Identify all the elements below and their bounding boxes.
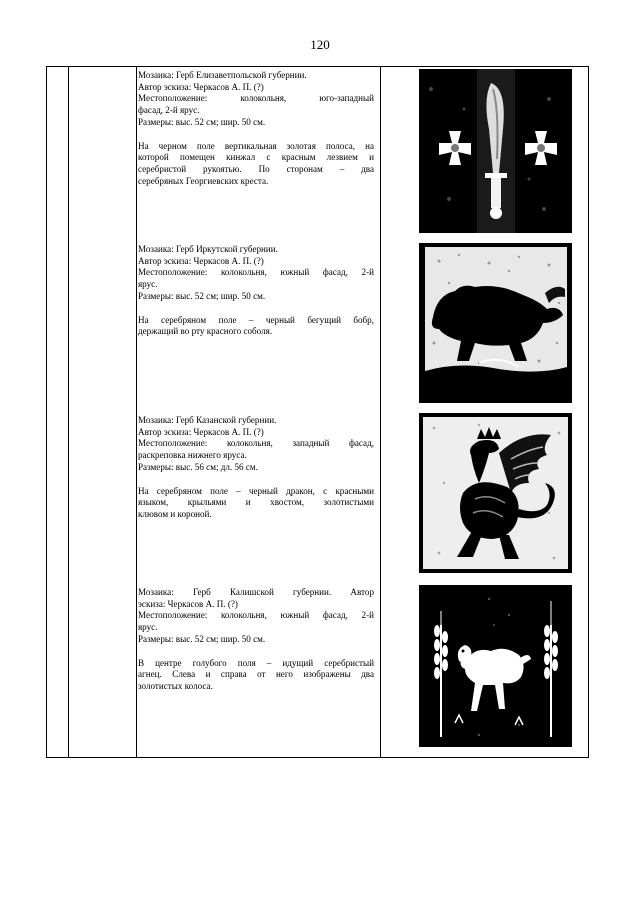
catalog-entry-irkutsk [138, 244, 374, 338]
catalog-entry-kalisz [138, 587, 374, 693]
column-divider [68, 67, 69, 757]
mosaic-elizavetpol-image [419, 69, 572, 233]
entry-description: На серебряном поле – черный дракон, с красными [138, 485, 374, 496]
entry-location-cont: раскреповка нижнего яруса. [138, 450, 247, 461]
entry-description: В центре голубого поля – идущий серебристый [138, 657, 374, 668]
entry-author: Автор эскиза: Черкасов А. П. (?) [138, 255, 264, 266]
entry-location: Местоположение: колокольня, юго-западный [138, 93, 374, 104]
mosaic-kazan-picture [419, 413, 572, 573]
entry-author: Автор эскиза: Черкасов А. П. (?) [138, 426, 264, 437]
entry-author: Автор эскиза: Черкасов А. П. (?) [138, 81, 264, 92]
entry-description: На черном поле вертикальная золотая полоса, на [138, 140, 374, 151]
catalog-table [46, 66, 589, 758]
mosaic-kazan-image [419, 413, 572, 573]
entry-size: Размеры: выс. 52 см; шир. 50 см. [138, 116, 266, 127]
entry-title: Мозаика: Герб Иркутской губернии. [138, 244, 278, 254]
entry-size: Размеры: выс. 52 см; шир. 50 см. [138, 290, 266, 301]
entry-description-cont: клювом и короной. [138, 508, 212, 519]
entry-location-cont: ярус. [138, 279, 158, 290]
entry-title: Мозаика: Герб Калишской губернии. Автор [138, 587, 374, 597]
entry-description: На серебряном поле – черный бегущий бобр, [138, 314, 374, 325]
entry-description-cont: языком, крыльями и хвостом, золотистыми [138, 497, 374, 508]
page-number: 120 [310, 37, 330, 52]
catalog-entry-elizavetpol [138, 70, 374, 187]
column-divider [380, 67, 381, 757]
entry-location-cont: ярус. [138, 622, 158, 633]
entry-description-cont: держащий во рту красного соболя. [138, 326, 273, 337]
mosaic-irkutsk-image [419, 243, 572, 403]
entry-description-cont: серебристой рукоятью. По сторонам – два [138, 163, 374, 174]
entry-title: Мозаика: Герб Елизаветпольской губернии. [138, 70, 307, 80]
entry-description-cont: серебряных Георгиевских креста. [138, 175, 269, 186]
entry-location: Местоположение: колокольня, западный фасад, [138, 438, 374, 449]
entry-title-cont: эскиза: Черкасов А. П. (?) [138, 598, 238, 609]
mosaic-kalisz-picture [419, 585, 572, 747]
entry-size: Размеры: выс. 52 см; шир. 50 см. [138, 633, 266, 644]
mosaic-elizavetpol-picture [419, 69, 572, 233]
column-divider [136, 67, 137, 757]
mosaic-irkutsk-picture [419, 243, 572, 403]
entry-location: Местоположение: колокольня, южный фасад, 2-й [138, 610, 374, 621]
mosaic-kalisz-image [419, 585, 572, 747]
entry-title: Мозаика: Герб Казанской губернии. [138, 415, 277, 425]
entry-description-cont: агнец. Слева и справа от него изображены два [138, 669, 374, 680]
entry-location: Местоположение: колокольня, южный фасад, 2-й [138, 267, 374, 278]
entry-size: Размеры: выс. 56 см; дл. 56 см. [138, 461, 258, 472]
catalog-entry-kazan [138, 415, 374, 521]
entry-location-cont: фасад, 2-й ярус. [138, 105, 200, 116]
entry-description-cont: золотистых колоса. [138, 680, 213, 691]
entry-description-cont: которой помещен кинжал с красным лезвием и [138, 152, 374, 163]
